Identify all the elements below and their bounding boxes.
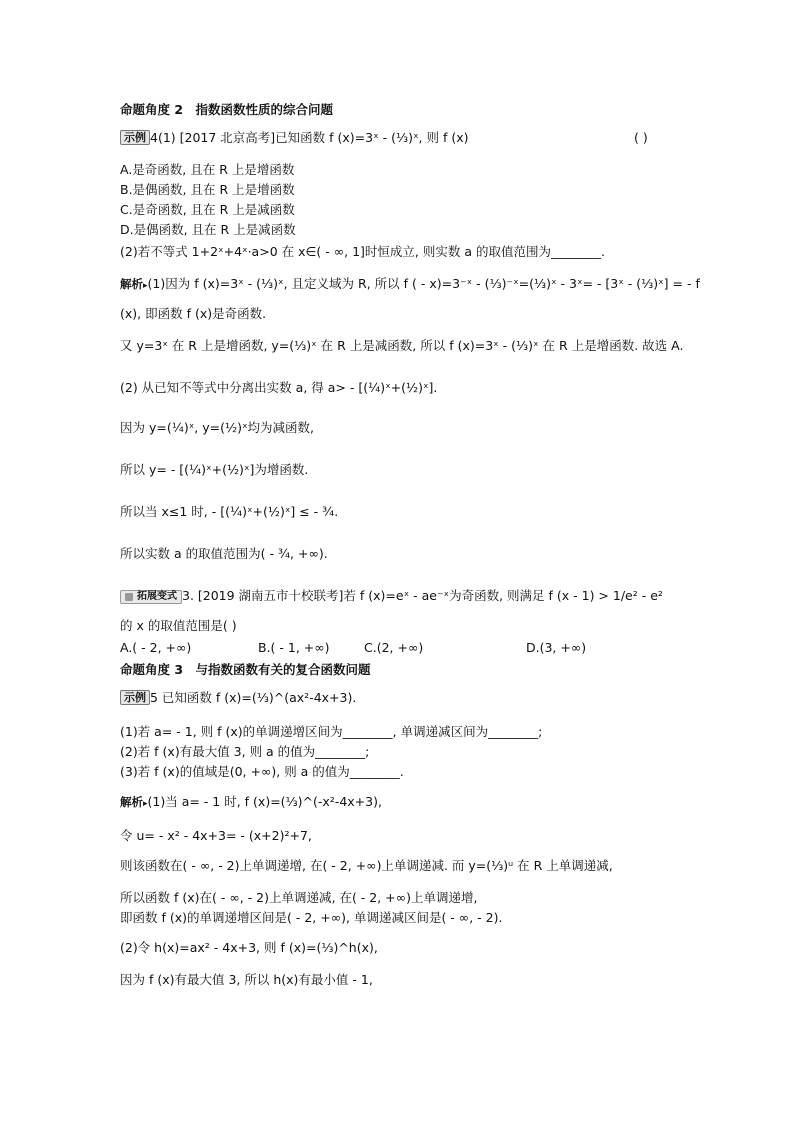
example-4-stem [120,130,468,146]
solution-4-line-6: 所以 y= - [(¼)ˣ+(½)ˣ]为增函数. [120,462,309,477]
variant-3-stem-2: 的 x 的取值范围是( ) [120,618,237,633]
solution-4-line-2: (x), 即函数 f (x)是奇函数. [120,306,267,321]
solution-4-line-8: 所以实数 a 的取值范围为( - ¾, +∞). [120,546,328,561]
solution-5-line-1: 解析▸(1)当 a= - 1 时, f (x)=(⅓)^(-x²-4x+3), [120,794,382,809]
option-c: C.是奇函数, 且在 R 上是减函数 [120,202,295,217]
solution-4-line-3: 又 y=3ˣ 在 R 上是增函数, y=(⅓)ˣ 在 R 上是减函数, 所以 f (x)=3ˣ - (⅓)ˣ 在 R 上是增函数. 故选 A. [120,338,684,353]
variant-tag: 拓展变式 [120,590,182,604]
example-5-part-1: (1)若 a= - 1, 则 f (x)的单调递增区间为________, 单调递减区间为________; [120,724,543,739]
triangle-icon: ▸ [143,281,148,291]
example-5-part-2: (2)若 f (x)有最大值 3, 则 a 的值为________; [120,744,370,759]
example-4-part-2: (2)若不等式 1+2ˣ+4ˣ·a>0 在 x∈( - ∞, 1]时恒成立, 则实数 a 的取值范围为________. [120,244,605,259]
section-3-heading: 命题角度 3 与指数函数有关的复合函数问题 [120,662,371,677]
solution-label: 解析 [120,277,143,291]
variant-option-d: D.(3, +∞) [526,640,587,655]
option-d: D.是偶函数, 且在 R 上是减函数 [120,222,296,237]
option-b: B.是偶函数, 且在 R 上是增函数 [120,182,295,197]
solution-4-line-7: 所以当 x≤1 时, - [(¼)ˣ+(½)ˣ] ≤ - ¾. [120,504,339,519]
variant-option-c: C.(2, +∞) [364,640,424,655]
solution-5-line-5: 即函数 f (x)的单调递增区间是( - 2, +∞), 单调递减区间是( - ∞, - 2). [120,910,503,925]
variant-option-b: B.( - 1, +∞) [258,640,330,655]
example-5-stem: 示例 5 已知函数 f (x)=(⅓)^(ax²-4x+3). [120,690,356,706]
example-4-text: 4(1) [2017 北京高考]已知函数 f (x)=3ˣ - (⅓)ˣ, 则 f (x) [150,130,469,145]
solution-5-line-2: 令 u= - x² - 4x+3= - (x+2)²+7, [120,828,312,843]
option-a: A.是奇函数, 且在 R 上是增函数 [120,162,295,177]
solution-5-line-4: 所以函数 f (x)在( - ∞, - 2)上单调递减, 在( - 2, +∞)上单调递增, [120,890,478,905]
example-tag: 示例 [120,130,150,145]
variant-3-stem: 拓展变式 3. [2019 湖南五市十校联考]若 f (x)=eˣ - ae⁻ˣ为奇函数, 则满足 f (x - 1) > 1/e² - e² [120,588,663,604]
section-2-heading: 命题角度 2 指数函数性质的综合问题 [120,102,334,117]
triangle-icon: ▸ [143,799,148,809]
example-tag: 示例 [120,690,150,705]
solution-5-line-7: 因为 f (x)有最大值 3, 所以 h(x)有最小值 - 1, [120,972,373,987]
solution-4-line-5: 因为 y=(¼)ˣ, y=(½)ˣ均为减函数, [120,420,314,435]
solution-4-line-1: 解析▸(1)因为 f (x)=3ˣ - (⅓)ˣ, 且定义域为 R, 所以 f ( - x)=3⁻ˣ - (⅓)⁻ˣ=(⅓)ˣ - 3ˣ= - [3ˣ - (⅓)ˣ] = - f [120,276,700,291]
solution-label: 解析 [120,795,143,809]
variant-option-a: A.( - 2, +∞) [120,640,192,655]
solution-4-line-4: (2) 从已知不等式中分离出实数 a, 得 a> - [(¼)ˣ+(½)ˣ]. [120,380,438,395]
solution-5-line-6: (2)令 h(x)=ax² - 4x+3, 则 f (x)=(⅓)^h(x), [120,940,378,955]
example-5-part-3: (3)若 f (x)的值域是(0, +∞), 则 a 的值为________. [120,764,404,779]
answer-blank: ( ) [634,130,648,145]
solution-5-line-3: 则该函数在( - ∞, - 2)上单调递增, 在( - 2, +∞)上单调递减. 而 y=(⅓)ᵘ 在 R 上单调递减, [120,858,613,873]
